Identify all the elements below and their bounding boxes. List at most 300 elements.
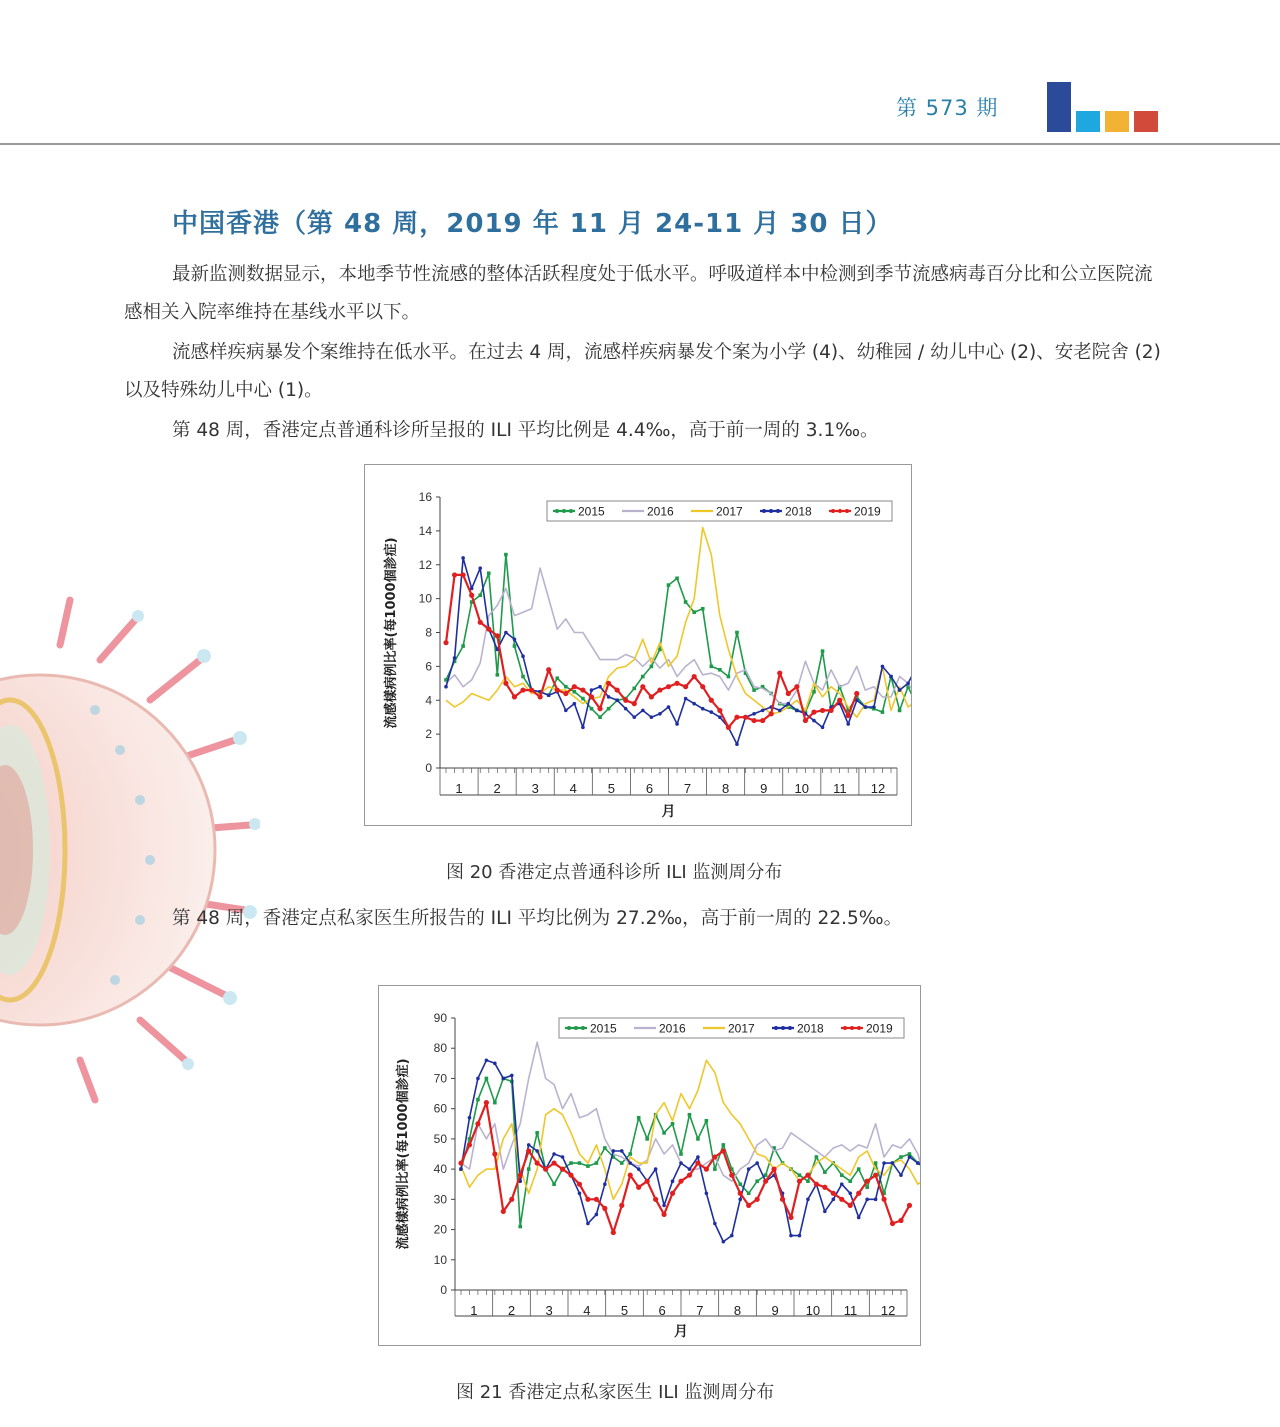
y-tick-label: 70	[433, 1071, 447, 1086]
data-point-2018	[891, 1161, 895, 1165]
data-point-2018	[696, 1155, 700, 1159]
data-point-2018	[701, 707, 705, 711]
data-point-2019	[666, 684, 671, 689]
data-point-2018	[823, 1210, 827, 1214]
data-point-2019	[837, 698, 842, 703]
data-point-2019	[738, 1191, 743, 1196]
data-point-2018	[628, 1161, 632, 1165]
data-point-2015	[840, 1173, 844, 1177]
data-point-2015	[899, 1155, 903, 1159]
data-point-2019	[777, 671, 782, 676]
data-point-2015	[806, 1179, 810, 1183]
data-point-2015	[865, 1185, 869, 1189]
data-point-2019	[692, 674, 697, 679]
data-point-2019	[640, 684, 645, 689]
data-point-2019	[461, 572, 466, 577]
data-point-2019	[555, 687, 560, 692]
data-point-2015	[684, 600, 688, 604]
data-point-2019	[831, 1191, 836, 1196]
data-point-2018	[908, 1155, 912, 1159]
data-point-2015	[518, 1225, 522, 1229]
data-point-2018	[468, 1116, 472, 1120]
data-point-2018	[881, 665, 885, 669]
data-point-2018	[578, 1191, 582, 1195]
data-point-2018	[485, 1059, 489, 1063]
data-point-2018	[504, 631, 508, 635]
data-point-2019	[546, 667, 551, 672]
data-point-2015	[675, 577, 679, 581]
data-point-2019	[606, 681, 611, 686]
data-point-2019	[873, 1173, 878, 1178]
month-label: 3	[531, 781, 539, 796]
data-point-2019	[822, 1185, 827, 1190]
data-point-2019	[820, 708, 825, 713]
data-point-2018	[730, 1234, 734, 1238]
legend-label-2016: 2016	[647, 504, 674, 519]
data-point-2019	[751, 718, 756, 723]
month-label: 6	[658, 1303, 666, 1318]
legend-marker-2018	[788, 1026, 792, 1030]
legend-marker-2019	[845, 509, 849, 513]
chart-private-ili-svg	[379, 986, 920, 1345]
legend-marker-2019	[857, 1026, 861, 1030]
data-point-2019	[670, 1191, 675, 1196]
data-point-2018	[787, 702, 791, 706]
data-point-2018	[752, 712, 756, 716]
data-point-2015	[521, 675, 525, 679]
data-point-2018	[586, 1222, 590, 1226]
legend-marker-2019	[843, 1026, 847, 1030]
legend-marker-2015	[569, 509, 573, 513]
data-point-2019	[712, 1154, 717, 1159]
data-point-2019	[907, 1203, 912, 1208]
data-point-2015	[735, 631, 739, 635]
data-point-2018	[882, 1161, 886, 1165]
data-point-2019	[805, 1173, 810, 1178]
data-point-2019	[632, 701, 637, 706]
data-point-2015	[552, 1182, 556, 1186]
data-point-2018	[667, 705, 671, 709]
month-label: 8	[722, 781, 730, 796]
data-point-2019	[443, 640, 448, 645]
data-point-2019	[492, 1151, 497, 1156]
data-point-2019	[771, 1167, 776, 1172]
data-point-2019	[794, 684, 799, 689]
data-point-2018	[561, 1155, 565, 1159]
data-point-2018	[527, 1143, 531, 1147]
data-point-2015	[586, 1164, 590, 1168]
data-point-2019	[695, 1160, 700, 1165]
data-point-2019	[788, 1215, 793, 1220]
data-point-2015	[812, 690, 816, 694]
legend-marker-2019	[850, 1026, 854, 1030]
data-point-2015	[815, 1155, 819, 1159]
data-point-2018	[889, 675, 893, 679]
y-tick-label: 0	[425, 761, 432, 775]
series-line-2019	[446, 575, 857, 728]
data-point-2015	[620, 1161, 624, 1165]
data-point-2015	[727, 675, 731, 679]
y-tick-label: 6	[425, 659, 432, 674]
data-point-2019	[563, 691, 568, 696]
figure-caption-21: 图 21 香港定点私家医生 ILI 监测周分布	[456, 1382, 775, 1403]
data-point-2019	[890, 1221, 895, 1226]
data-point-2019	[615, 687, 620, 692]
data-point-2019	[486, 627, 491, 632]
month-label: 1	[455, 781, 463, 796]
y-tick-label: 2	[425, 727, 432, 742]
data-point-2018	[832, 1198, 836, 1202]
data-point-2019	[560, 1167, 565, 1172]
data-point-2015	[692, 610, 696, 614]
data-point-2015	[798, 1173, 802, 1177]
series-2019	[458, 1100, 912, 1235]
data-point-2015	[573, 690, 577, 694]
data-point-2018	[595, 1213, 599, 1217]
data-point-2019	[636, 1185, 641, 1190]
data-point-2018	[590, 688, 594, 692]
data-point-2015	[645, 1137, 649, 1141]
data-point-2015	[857, 1167, 861, 1171]
data-point-2019	[746, 1203, 751, 1208]
data-point-2015	[755, 1179, 759, 1183]
month-label: 12	[870, 781, 886, 796]
data-point-2019	[529, 687, 534, 692]
y-tick-label: 30	[433, 1192, 447, 1207]
data-point-2015	[848, 1179, 852, 1183]
data-point-2019	[538, 694, 543, 699]
data-point-2018	[459, 1167, 463, 1171]
paragraph-private-ili: 第 48 周，香港定点私家医生所报告的 ILI 平均比例为 27.2‰，高于前一周的 22.5‰。	[172, 908, 903, 929]
data-point-2019	[726, 725, 731, 730]
data-point-2015	[738, 1182, 742, 1186]
paragraph-gop-ili: 第 48 周，香港定点普通科诊所呈报的 ILI 平均比例是 4.4‰，高于前一周的 3.1‰。	[172, 420, 879, 441]
data-point-2018	[620, 1149, 624, 1153]
data-point-2018	[812, 719, 816, 723]
data-point-2018	[650, 715, 654, 719]
data-point-2019	[743, 715, 748, 720]
data-point-2019	[484, 1100, 489, 1105]
data-point-2019	[478, 620, 483, 625]
data-point-2019	[709, 698, 714, 703]
legend-label-2018: 2018	[797, 1021, 824, 1036]
chart-legend	[547, 501, 892, 521]
data-point-2019	[856, 1191, 861, 1196]
data-point-2015	[696, 1137, 700, 1141]
data-point-2019	[721, 1148, 726, 1153]
data-point-2015	[632, 687, 636, 691]
section-title: 中国香港（第 48 周，2019 年 11 月 24-11 月 30 日）	[172, 209, 893, 239]
data-point-2019	[572, 684, 577, 689]
data-point-2018	[821, 726, 825, 730]
data-point-2018	[654, 1167, 658, 1171]
data-point-2018	[444, 685, 448, 689]
data-point-2018	[612, 1149, 616, 1153]
data-point-2015	[718, 668, 722, 672]
month-label: 9	[760, 781, 768, 796]
data-point-2015	[874, 1161, 878, 1165]
data-point-2015	[679, 1152, 683, 1156]
data-point-2018	[735, 742, 739, 746]
data-point-2015	[821, 649, 825, 653]
chart-private-ili	[378, 985, 921, 1346]
data-point-2019	[786, 691, 791, 696]
data-point-2019	[678, 1179, 683, 1184]
data-point-2018	[581, 726, 585, 730]
y-tick-label: 60	[433, 1101, 447, 1116]
data-point-2018	[684, 697, 688, 701]
month-label: 12	[880, 1303, 896, 1318]
x-axis-title: 月	[661, 804, 676, 820]
data-point-2015	[493, 1101, 497, 1105]
data-point-2019	[687, 1173, 692, 1178]
data-point-2018	[603, 1182, 607, 1186]
data-point-2018	[624, 707, 628, 711]
data-point-2018	[848, 1191, 852, 1195]
data-point-2018	[679, 1161, 683, 1165]
data-point-2015	[713, 1167, 717, 1171]
legend-marker-2018	[762, 509, 766, 513]
data-point-2019	[628, 1173, 633, 1178]
data-point-2019	[763, 1179, 768, 1184]
data-point-2015	[667, 583, 671, 587]
data-point-2015	[650, 665, 654, 669]
data-point-2019	[619, 1203, 624, 1208]
data-point-2015	[662, 1131, 666, 1135]
data-point-2019	[848, 1203, 853, 1208]
chart-gop-ili	[364, 464, 912, 826]
series-2019	[443, 572, 859, 730]
y-tick-label: 90	[433, 1011, 447, 1025]
data-point-2019	[797, 1179, 802, 1184]
y-tick-label: 12	[418, 557, 432, 572]
y-axis-title: 流感樣病例比率(每1000個診症)	[396, 1058, 411, 1250]
data-point-2015	[569, 1161, 573, 1165]
legend-marker-2019	[838, 509, 842, 513]
data-point-2018	[658, 712, 662, 716]
data-point-2015	[598, 715, 602, 719]
data-point-2019	[543, 1167, 548, 1172]
data-point-2019	[649, 694, 654, 699]
issue-number: 第 573 期	[896, 96, 999, 120]
data-point-2015	[476, 1098, 480, 1102]
data-point-2018	[840, 1182, 844, 1186]
data-point-2019	[469, 593, 474, 598]
month-label: 10	[805, 1303, 821, 1318]
data-point-2019	[769, 711, 774, 716]
y-tick-label: 16	[418, 490, 432, 504]
month-label: 4	[583, 1303, 591, 1318]
data-point-2019	[704, 1167, 709, 1172]
data-point-2015	[881, 710, 885, 714]
legend-label-2017: 2017	[728, 1021, 755, 1036]
month-label: 7	[683, 781, 692, 796]
month-label: 1	[470, 1303, 478, 1318]
y-tick-label: 14	[418, 523, 432, 538]
data-point-2019	[518, 1173, 523, 1178]
data-point-2019	[623, 698, 628, 703]
data-point-2018	[535, 1149, 539, 1153]
data-point-2018	[798, 1234, 802, 1238]
data-point-2018	[453, 656, 457, 660]
legend-label-2015: 2015	[590, 1021, 617, 1036]
data-point-2019	[683, 684, 688, 689]
data-point-2018	[476, 1077, 480, 1081]
data-point-2018	[493, 1062, 497, 1066]
data-point-2018	[662, 1204, 666, 1208]
data-point-2015	[722, 1143, 726, 1147]
legend-marker-2015	[574, 1026, 578, 1030]
data-point-2015	[898, 709, 902, 713]
figure-caption-20: 图 20 香港定点普通科诊所 ILI 监测周分布	[446, 862, 783, 883]
logo-bar-blue-dark	[1047, 82, 1071, 132]
data-point-2018	[761, 709, 765, 713]
legend-label-2015: 2015	[578, 504, 605, 519]
data-point-2018	[547, 693, 551, 697]
y-tick-label: 0	[440, 1283, 447, 1297]
data-point-2018	[564, 709, 568, 713]
y-tick-label: 4	[425, 693, 432, 708]
logo-bar-cyan	[1076, 111, 1100, 132]
data-point-2015	[535, 1131, 539, 1135]
data-point-2019	[657, 687, 662, 692]
brand-logo-bars	[1047, 82, 1159, 132]
chart-legend	[559, 1018, 904, 1038]
data-point-2019	[589, 694, 594, 699]
data-point-2019	[611, 1230, 616, 1235]
data-point-2015	[461, 644, 465, 648]
data-point-2019	[803, 718, 808, 723]
month-label: 6	[645, 781, 654, 796]
data-point-2015	[641, 675, 645, 679]
data-point-2019	[452, 572, 457, 577]
data-point-2019	[520, 687, 525, 692]
data-point-2018	[641, 709, 645, 713]
legend-marker-2018	[776, 509, 780, 513]
month-label: 3	[545, 1303, 553, 1318]
legend-marker-2015	[567, 1026, 571, 1030]
data-point-2019	[509, 1197, 514, 1202]
data-point-2019	[458, 1160, 463, 1165]
data-point-2019	[645, 1179, 650, 1184]
data-point-2018	[692, 702, 696, 706]
data-point-2019	[898, 1218, 903, 1223]
data-point-2019	[828, 708, 833, 713]
month-label: 10	[794, 781, 810, 796]
data-point-2019	[700, 684, 705, 689]
data-point-2015	[637, 1116, 641, 1120]
data-point-2019	[475, 1121, 480, 1126]
data-point-2019	[755, 1197, 760, 1202]
y-tick-label: 80	[433, 1041, 447, 1056]
legend-label-2017: 2017	[716, 504, 743, 519]
month-label: 11	[833, 781, 847, 796]
data-point-2018	[916, 1161, 920, 1165]
data-point-2015	[688, 1113, 692, 1117]
data-point-2018	[865, 1198, 869, 1202]
data-point-2015	[478, 593, 482, 597]
series-line-2017	[461, 1060, 920, 1199]
data-point-2015	[747, 1191, 751, 1195]
data-point-2019	[501, 1209, 506, 1214]
data-point-2015	[504, 553, 508, 557]
data-point-2019	[653, 1197, 658, 1202]
data-point-2019	[881, 1197, 886, 1202]
data-point-2019	[526, 1148, 531, 1153]
data-point-2019	[535, 1160, 540, 1165]
y-axis-title: 流感樣病例比率(每1000個診症)	[384, 537, 399, 729]
legend-marker-2019	[831, 509, 835, 513]
data-point-2018	[778, 709, 782, 713]
month-label: 2	[507, 1303, 516, 1318]
data-point-2015	[578, 1161, 582, 1165]
data-point-2018	[899, 1173, 903, 1177]
data-point-2015	[496, 673, 500, 677]
month-label: 5	[607, 781, 615, 796]
data-point-2019	[729, 1173, 734, 1178]
data-point-2018	[713, 1222, 717, 1226]
y-tick-label: 50	[433, 1131, 447, 1146]
data-point-2018	[864, 705, 868, 709]
virus-illustration	[0, 590, 260, 1110]
data-point-2019	[577, 1182, 582, 1187]
data-point-2015	[487, 571, 491, 575]
month-label: 11	[843, 1303, 858, 1318]
data-point-2019	[811, 710, 816, 715]
data-point-2018	[688, 1167, 692, 1171]
data-point-2019	[865, 1179, 870, 1184]
legend-label-2019: 2019	[854, 504, 881, 519]
data-point-2018	[705, 1191, 709, 1195]
data-point-2015	[823, 1170, 827, 1174]
y-tick-label: 10	[433, 1252, 447, 1267]
data-point-2018	[738, 1198, 742, 1202]
data-point-2019	[597, 706, 602, 711]
data-point-2019	[551, 1160, 556, 1165]
legend-marker-2018	[769, 509, 773, 513]
data-point-2019	[717, 708, 722, 713]
data-point-2015	[607, 707, 611, 711]
data-point-2015	[752, 688, 756, 692]
data-point-2018	[806, 1198, 810, 1202]
data-point-2019	[503, 681, 508, 686]
data-point-2015	[590, 707, 594, 711]
data-point-2019	[674, 681, 679, 686]
data-point-2018	[898, 688, 902, 692]
month-label: 7	[696, 1303, 704, 1318]
data-point-2018	[747, 1167, 751, 1171]
x-axis-title: 月	[674, 1324, 688, 1340]
data-point-2018	[675, 722, 679, 726]
legend-label-2018: 2018	[785, 504, 812, 519]
data-point-2015	[603, 1146, 607, 1150]
data-point-2018	[607, 695, 611, 699]
data-point-2015	[581, 697, 585, 701]
data-point-2018	[795, 709, 799, 713]
data-point-2018	[615, 698, 619, 702]
data-point-2018	[755, 1161, 759, 1165]
month-label: 2	[493, 781, 501, 796]
series-2017	[461, 1060, 920, 1199]
data-point-2019	[568, 1173, 573, 1178]
data-point-2019	[594, 1197, 599, 1202]
y-tick-label: 40	[433, 1162, 447, 1177]
data-point-2019	[760, 718, 765, 723]
data-point-2015	[485, 1077, 489, 1081]
data-point-2015	[764, 1173, 768, 1177]
data-point-2018	[846, 722, 850, 726]
legend-label-2019: 2019	[866, 1021, 893, 1036]
